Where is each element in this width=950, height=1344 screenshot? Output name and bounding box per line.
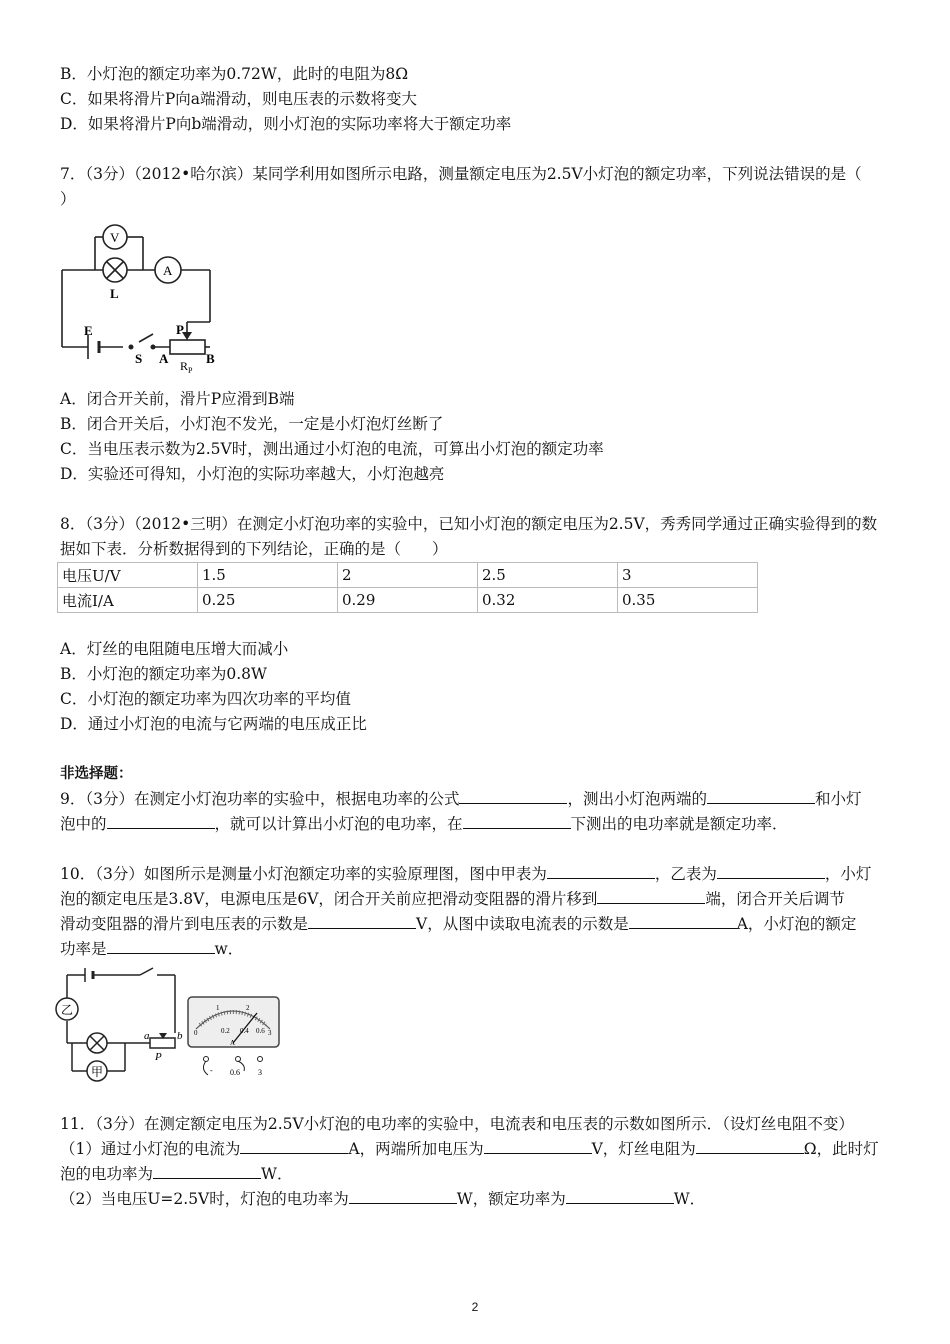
slider-label: P [155,1051,162,1063]
q8-option-a: A．灯丝的电阻随电压增大而减小 [60,640,289,658]
q7-stem-line1: 7．（3分）（2012•哈尔滨）某同学利用如图所示电路，测量额定电压为2.5V小灯泡的额定功率，下列说法错误的是（ [60,165,862,183]
table-cell: 3 [618,563,758,588]
slider-label: P [176,322,184,337]
end-a-label: A [159,351,169,366]
scale-tick: 2 [246,1004,250,1012]
q8-option-c: C．小灯泡的额定功率为四次功率的平均值 [60,690,351,708]
answer-blank[interactable] [547,862,655,879]
q11-part1-line2: 泡的电功率为 W． [60,1162,892,1186]
table-row [58,588,758,613]
end-b-label: b [177,1030,183,1042]
answer-blank[interactable] [597,887,705,904]
answer-blank[interactable] [107,937,215,954]
q6-option-c: C．如果将滑片P向a端滑动，则电压表的示数将变大 [60,90,418,108]
q10-circuit-diagram [55,963,185,1083]
end-b-label: B [206,351,215,366]
table-cell: 2.5 [478,563,618,588]
q8-stem-line1: 8．（3分）（2012•三明）在测定小灯泡功率的实验中，已知小灯泡的额定电压为2.5V，秀秀同学通过正确实验得到的数 [60,515,878,533]
q6-option-d: D．如果将滑片P向b端滑动，则小灯泡的实际功率将大于额定功率 [60,115,512,133]
answer-blank[interactable] [308,912,416,929]
answer-blank[interactable] [566,1187,674,1204]
scale-tick: 0.6 [256,1027,265,1035]
table-cell: 2 [338,563,478,588]
q10-line2: 泡的额定电压是3.8V，电源电压是6V，闭合开关前应把滑动变阻器的滑片移到 端，闭合开关后调节 [60,887,892,911]
table-cell: 0.29 [338,588,478,613]
answer-blank[interactable] [629,912,737,929]
voltmeter-label: V [110,230,120,245]
q7-option-a: A．闭合开关前，滑片P应滑到B端 [60,390,295,408]
q8-option-d: D．通过小灯泡的电流与它两端的电压成正比 [60,715,367,733]
table-cell: 0.25 [198,588,338,613]
table-row [58,563,758,588]
q11-part1-line1: （1）通过小灯泡的电流为 A，两端所加电压为 V，灯丝电阻为 Ω，此时灯 [60,1137,892,1161]
terminal-label: 0.6 [230,1068,240,1077]
q7-option-d: D．实验还可得知，小灯泡的实际功率越大，小灯泡越亮 [60,465,445,483]
q11-part2: （2）当电压U=2.5V时，灯泡的电功率为 W，额定功率为 W． [60,1187,892,1211]
terminal-label: - [210,1066,213,1075]
q8-option-b: B．小灯泡的额定功率为0.8W [60,665,267,683]
q10-line4: 功率是 w． [60,937,892,961]
scale-tick: 0 [194,1029,198,1037]
answer-blank[interactable] [459,787,567,804]
page-number: 2 [471,1300,479,1314]
q10-line1: 10．（3分）如图所示是测量小灯泡额定功率的实验原理图，图中甲表为 ，乙表为 ，小灯 [60,862,892,886]
q9-line2: 泡中的 ，就可以计算出小灯泡的电功率，在 下测出的电功率就是额定功率． [60,812,892,836]
answer-blank[interactable] [107,812,215,829]
meter-unit: A [230,1039,236,1047]
answer-blank[interactable] [240,1137,348,1154]
scale-tick: 1 [216,1004,220,1012]
terminal-label: 3 [258,1068,262,1077]
q8-stem-line2: 据如下表．分析数据得到的下列结论，正确的是（ ） [60,540,448,558]
table-cell: 电流I/A [58,588,198,613]
answer-blank[interactable] [707,787,815,804]
meter-yi-label: 乙 [61,1003,74,1017]
answer-blank[interactable] [463,812,571,829]
q10-ammeter-dial [186,995,281,1083]
q10-line3: 滑动变阻器的滑片到电压表的示数是 V，从图中读取电流表的示数是 A，小灯泡的额定 [60,912,892,936]
q8-data-table [57,562,758,613]
q7-circuit-diagram [55,222,225,382]
answer-blank[interactable] [484,1137,592,1154]
q7-stem-line2: ） [60,190,76,208]
q6-option-b: B．小灯泡的额定功率为0.72W，此时的电阻为8Ω [60,65,409,83]
answer-blank[interactable] [696,1137,804,1154]
switch-label: S [135,351,143,366]
scale-tick: 0.4 [240,1027,249,1035]
q11-stem: 11．（3分）在测定额定电压为2.5V小灯泡的电功率的实验中，电流表和电压表的示数如图所示．（设灯丝电阻不变） [60,1115,854,1133]
table-cell: 1.5 [198,563,338,588]
scale-tick: 3 [268,1029,272,1037]
q9-line1: 9．（3分）在测定小灯泡功率的实验中，根据电功率的公式 ，测出小灯泡两端的 和小灯 [60,787,892,811]
scale-tick: 0.2 [221,1027,230,1035]
rheostat-label: $R_P$ [180,359,193,375]
answer-blank[interactable] [153,1162,261,1179]
meter-jia-label: 甲 [91,1065,104,1079]
ammeter-label: A [163,263,173,278]
q7-option-b: B．闭合开关后，小灯泡不发光，一定是小灯泡灯丝断了 [60,415,444,433]
answer-blank[interactable] [717,862,825,879]
q7-option-c: C．当电压表示数为2.5V时，测出通过小灯泡的电流，可算出小灯泡的额定功率 [60,440,604,458]
table-cell: 0.32 [478,588,618,613]
lamp-label: L [110,286,119,301]
section-title: 非选择题： [60,766,133,782]
table-cell: 0.35 [618,588,758,613]
table-cell: 电压U/V [58,563,198,588]
battery-label: E [84,323,93,338]
answer-blank[interactable] [349,1187,457,1204]
end-a-label: a [144,1030,150,1042]
